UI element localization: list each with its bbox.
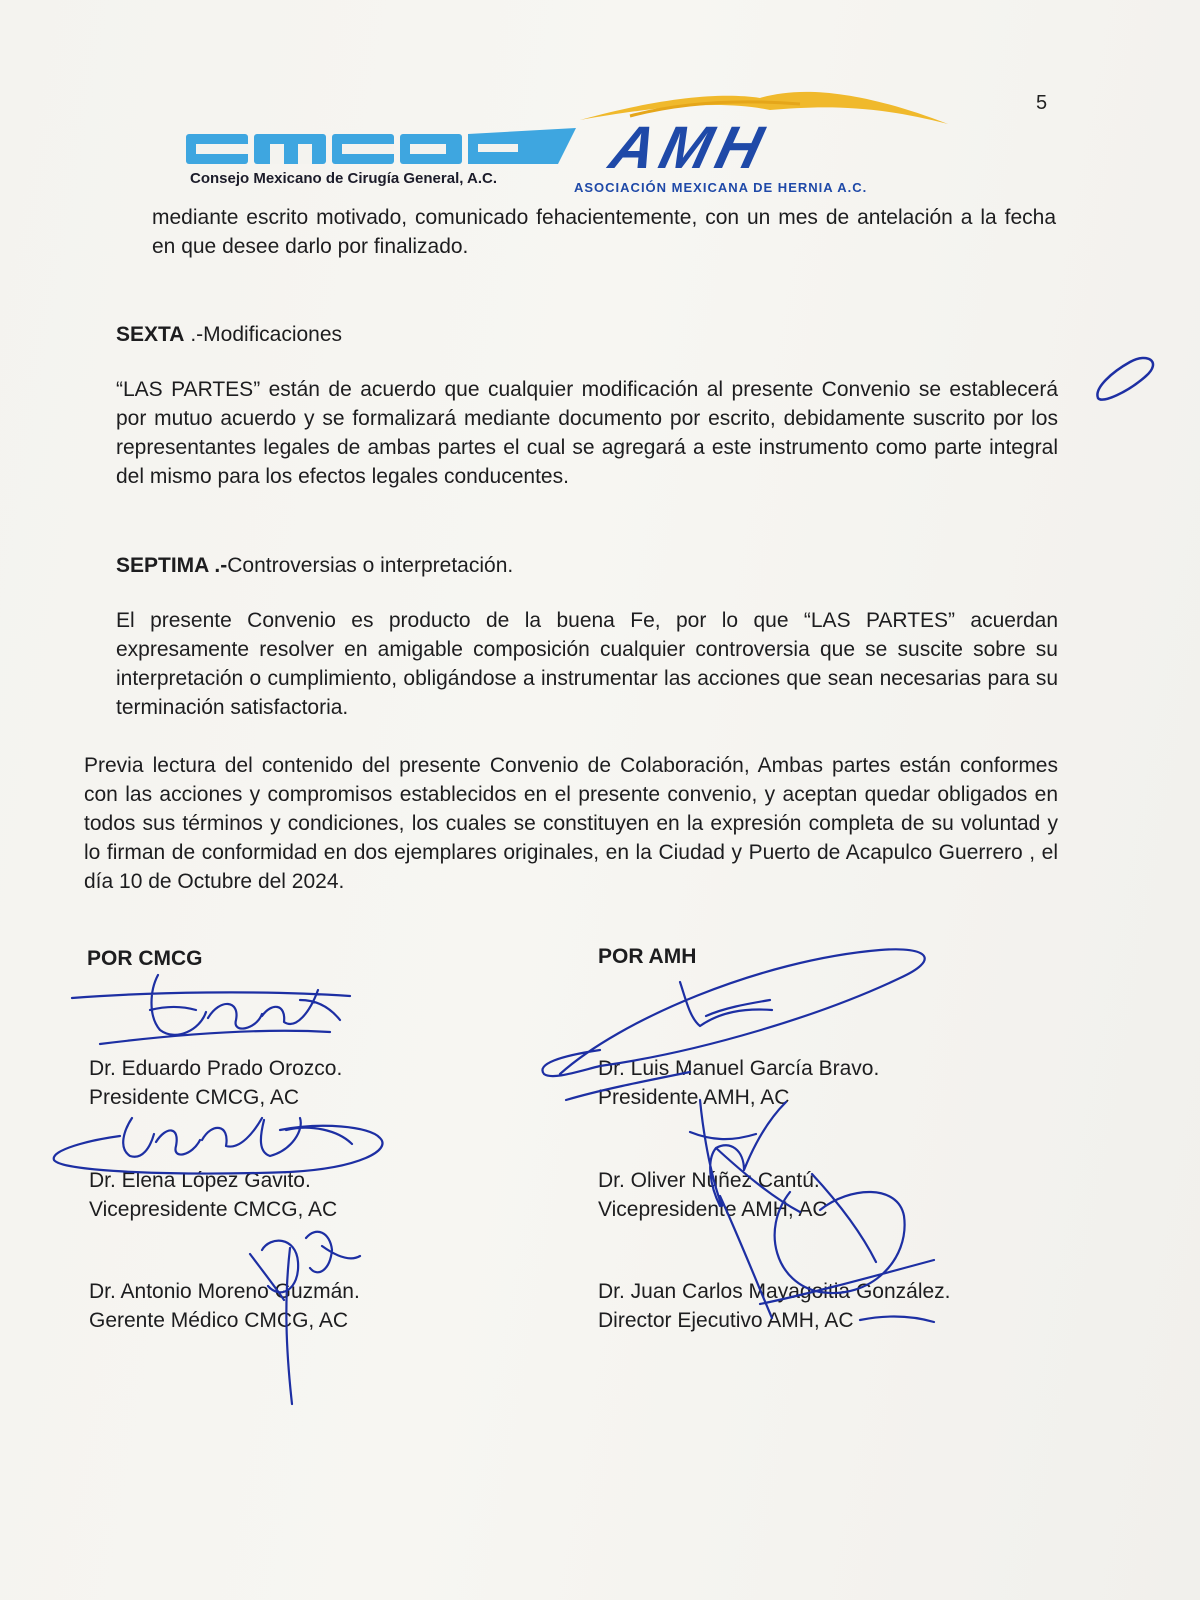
signatory-name: Dr. Antonio Moreno Guzmán. xyxy=(89,1280,360,1303)
closing-paragraph: Previa lectura del contenido del presente Convenio de Colaboración, Ambas partes están conformes con las acciones y compromisos establecidos en el presente convenio, y aceptan quedar obligados en todos sus términos y condiciones, los cuales se constituyen en la expresión completa de su voluntad y lo firman de conformidad en dos ejemplares originales, en la Ciudad y Puerto de Acapulco Guerrero , el día 10 de Octubre del 2024. xyxy=(84,754,1058,893)
signatory-heading-amh: POR AMH xyxy=(598,945,697,968)
amh-logo: AMH xyxy=(603,114,776,181)
margin-initial-mark xyxy=(1097,358,1153,400)
amh-logo-caption: ASOCIACIÓN MEXICANA DE HERNIA A.C. xyxy=(574,180,868,195)
clause-heading-sexta xyxy=(116,323,342,347)
signatory-heading-cmcg: POR CMCG xyxy=(87,947,203,970)
signature-eduardo-prado xyxy=(72,975,350,1044)
clause-title: SEPTIMA .- xyxy=(116,554,228,577)
clause-subtitle: .-Modificaciones xyxy=(190,323,343,346)
signatory-role: Gerente Médico CMCG, AC xyxy=(89,1309,349,1332)
page-number: 5 xyxy=(1036,92,1048,114)
cmcg-logo-caption: Consejo Mexicano de Cirugía General, A.C. xyxy=(190,170,498,187)
signatory-role: Presidente AMH, AC xyxy=(598,1086,790,1109)
cmcg-logo xyxy=(186,128,576,168)
clause-heading-septima xyxy=(116,554,513,578)
clause-body-septima: El presente Convenio es producto de la buena Fe, por lo que “LAS PARTES” acuerdan expresamente resolver en amigable composición cualquier controversia que se suscite sobre su interpretación o cumplimiento, obligándose a instrumentar las acciones que sean necesarias para su terminación satisfactoria. xyxy=(116,609,1058,719)
clause-subtitle: Controversias o interpretación. xyxy=(227,554,514,577)
intro-paragraph: mediante escrito motivado, comunicado fehacientemente, con un mes de antelación a la fecha en que desee darlo por finalizado. xyxy=(152,206,1056,258)
signatory-name: Dr. Juan Carlos Mayagoitia González. xyxy=(598,1280,951,1303)
signatory-role: Director Ejecutivo AMH, AC xyxy=(598,1309,854,1332)
signatory-name: Dr. Elena López Gavito. xyxy=(89,1169,311,1192)
signatory-role: Vicepresidente CMCG, AC xyxy=(89,1198,338,1221)
signatory-name: Dr. Luis Manuel García Bravo. xyxy=(598,1057,880,1080)
signatory-name: Dr. Oliver Núñez Cantú. xyxy=(598,1169,820,1192)
clause-title: SEXTA xyxy=(116,323,185,346)
signatory-role: Presidente CMCG, AC xyxy=(89,1086,300,1109)
clause-body-sexta: “LAS PARTES” están de acuerdo que cualquier modificación al presente Convenio se establecerá por mutuo acuerdo y se formalizará mediante documento por escrito, debidamente suscrito por los representantes legales de ambas partes el cual se agregará a este instrumento como parte integral del mismo para los efectos legales conducentes. xyxy=(116,378,1058,488)
signatory-name: Dr. Eduardo Prado Orozco. xyxy=(89,1057,343,1080)
signatory-role: Vicepresidente AMH, AC xyxy=(598,1198,828,1221)
